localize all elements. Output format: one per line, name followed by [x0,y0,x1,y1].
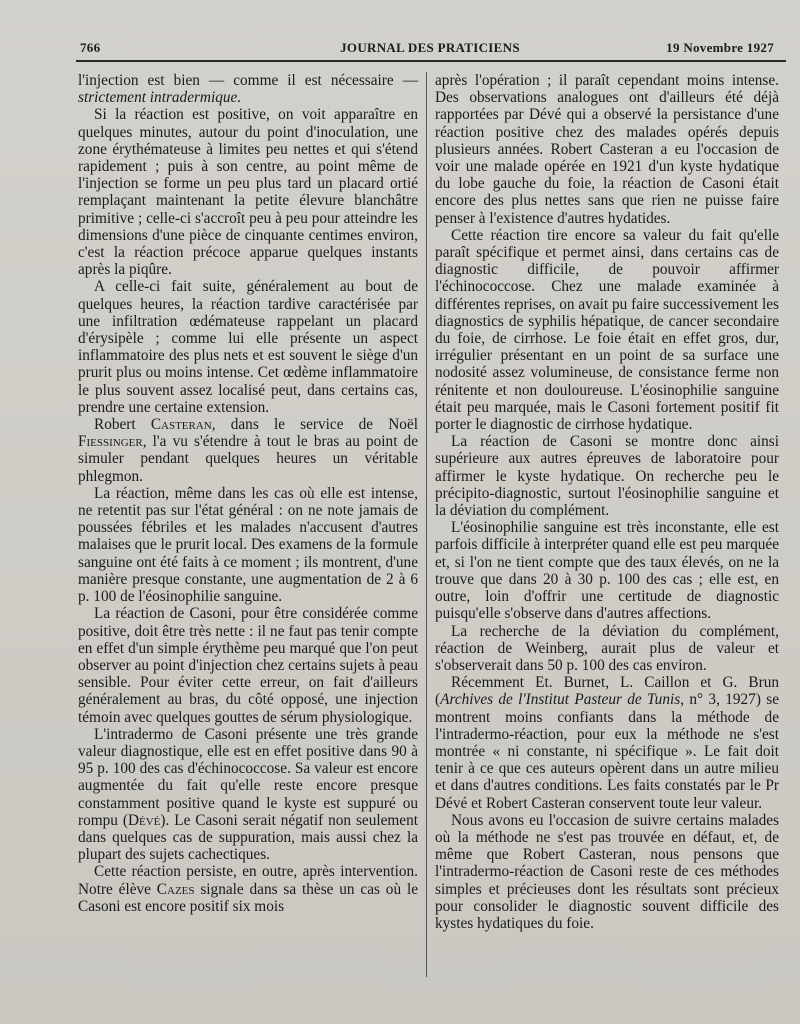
paragraph [78,416,418,485]
paragraph-text: Cette réaction persiste, en outre, après intervention. Notre élève [78,863,418,898]
paragraph [435,674,779,812]
author-name: Dévé [127,811,161,829]
paragraph-text: L'intradermo de Casoni présente une très grande valeur diagnostique, elle est en effet positive dans 90 à 95 p. 100 des cas d'échinococcose. Sa valeur est encore augmentée du fait qu'elle reste encore presque constamment positive quand le kyste est suppuré ou rompu ( [78,725,418,829]
paragraph: La réaction de Casoni, pour être considérée comme positive, doit être très nette : il ne faut pas tenir compte en effet d'un simple érythème peu marqué que l'on peut observer au point d'injection chez certains sujets à peau sensible. Pour éviter cette erreur, on fait d'ailleurs généralement au bras, du côté opposé, une injection témoin avec quelques gouttes de sérum physiologique. [78,605,418,726]
author-name: Fiessinger [78,433,143,451]
issue-date: 19 Novembre 1927 [666,40,774,55]
paragraph: L'éosinophilie sanguine est très inconstante, elle est parfois difficile à interpréter quand elle est peu marquée et, si l'on ne tient compte que des taux élevés, on ne la trouve que dans 20 à 30 p. 100 des cas ; elle est, en outre, loin d'offrir une certitude de diagnostic puisqu'elle s'observe dans d'autres affections. [435,519,779,623]
paragraph: La réaction de Casoni se montre donc ainsi supérieure aux autres épreuves de laboratoire pour affirmer le kyste hydatique. On recherche peu le précipito-diagnostic, surtout l'éosinophilie sanguine et la déviation du complément. [435,433,779,520]
author-name: Cazes [156,880,195,898]
paragraph: Cette réaction tire encore sa valeur du fait qu'elle paraît spécifique et permet ainsi, dans certains cas de diagnostic difficile, de pouvoir affirmer l'échinococcose. Chez une malade examinée à différentes reprises, on avait pu faire successivement les diagnostics de syphilis hépatique, de cancer secondaire du foie, de cirrhose. Le foie était en effet gros, dur, irrégulier présentant en un point de sa surface une nodosité assez volumineuse, de consistance ferme non rénitente et non douloureuse. L'éosinophilie sanguine était peu marquée, mais le Casoni fortement positif fit porter le diagnostic de cirrhose hydatique. [435,226,779,434]
paragraph-text: ). Le Casoni serait négatif non seulement dans quelques cas de suppuration, mais aussi chez la plupart des sujets cachectiques. [78,811,418,864]
paragraph [78,863,418,915]
paragraph: après l'opération ; il paraît cependant moins intense. Des observations analogues ont d'ailleurs été déjà rapportées par Dévé qui a observé la persistance d'une réaction positive chez des malades opérés depuis plusieurs années. Robert Casteran a eu l'occasion de voir une malade opérée en 1921 d'un kyste hydatique du lobe gauche du foie, la réaction de Casoni était encore des plus nettes sans que rien ne puisse faire penser à l'existence d'autres hydatides. [435,72,779,227]
author-name: Casteran [150,416,212,434]
paragraph: Si la réaction est positive, on voit apparaître en quelques minutes, autour du point d'inoculation, une zone érythémateuse à limites peu nettes et qui s'étend rapidement ; puis à son centre, au point même de l'injection se forme un peu plus tard un placard ortié remplaçant maintenant la petite élevure blanchâtre primitive ; celle-ci s'accroît peu à peu pour atteindre les dimensions d'une pièce de cinquante centimes environ, c'est la réaction précoce apparue quelques instants après la piqûre. [78,106,418,279]
header-rule [76,60,786,62]
left-column [78,72,418,992]
paragraph: La recherche de la déviation du complément, réaction de Weinberg, aurait plus de valeur et s'observerait dans 50 p. 100 des cas environ. [435,622,779,674]
citation-title: Archives de l'Institut Pasteur de Tunis [440,691,681,709]
paragraph-text: Récemment Et. Burnet, L. Caillon et G. Brun ( [435,674,779,709]
paragraph [78,72,418,106]
paragraph-text: signale dans sa thèse un cas où le Casoni est encore positif six mois [78,880,418,915]
paragraph: Nous avons eu l'occasion de suivre certains malades où la méthode ne s'est pas trouvée en défaut, et, de même que Robert Casteran, nous pensons que l'intradermo-réaction de Casoni reste de ces méthodes simples et précieuses dont les résultats sont précieux pour consolider le diagnostic souvent difficile des kystes hydatiques du foie. [435,811,779,932]
paragraph: La réaction, même dans les cas où elle est intense, ne retentit pas sur l'état général : on ne note jamais de poussées fébriles et les malades n'accusent d'autres malaises que le prurit local. Des examens de la formule sanguine ont été faits à ce moment ; ils montrent, d'une manière presque constante, une augmentation de 2 à 6 p. 100 de l'éosinophilie sanguine. [78,484,418,606]
paragraph-text: , dans le service de Noël [211,416,418,434]
running-header [80,38,780,60]
page-number: 766 [80,40,101,55]
paragraph-text: , n° 3, 1927) se montrent moins confiants dans la méthode de l'intradermo-réaction, pour eux la méthode ne s'est montrée « ni constante, ni spécifique ». Le fait doit tenir à ce que ces auteurs opèrent dans un autre milieu et dans d'autres conditions. Les faits constatés par le Pr Dévé et Robert Casteran conservent toute leur valeur. [435,691,779,812]
paragraph-text: l'injection est bien — comme il est nécessaire — [78,72,418,89]
paragraph: A celle-ci fait suite, généralement au bout de quelques heures, la réaction tardive caractérisée par une infiltration œdémateuse rappelant un placard d'érysipèle ; comme lui elle présente un aspect inflammatoire des plus nets et est souvent le siège d'un prurit plus ou moins intense. Cet œdème inflammatoire le plus souvent assez localisé peut, dans certains cas, prendre une certaine extension. [78,278,418,416]
paragraph [78,726,418,864]
column-divider [426,72,427,977]
right-column [435,72,779,992]
emphasis-text: strictement intradermique. [78,89,242,107]
paragraph-text: , l'a vu s'étendre à tout le bras au point de simuler pendant quelques heures un véritable phlegmon. [78,433,418,485]
paragraph-text: Robert [94,416,151,434]
journal-title: JOURNAL DES PRATICIENS [340,40,520,55]
